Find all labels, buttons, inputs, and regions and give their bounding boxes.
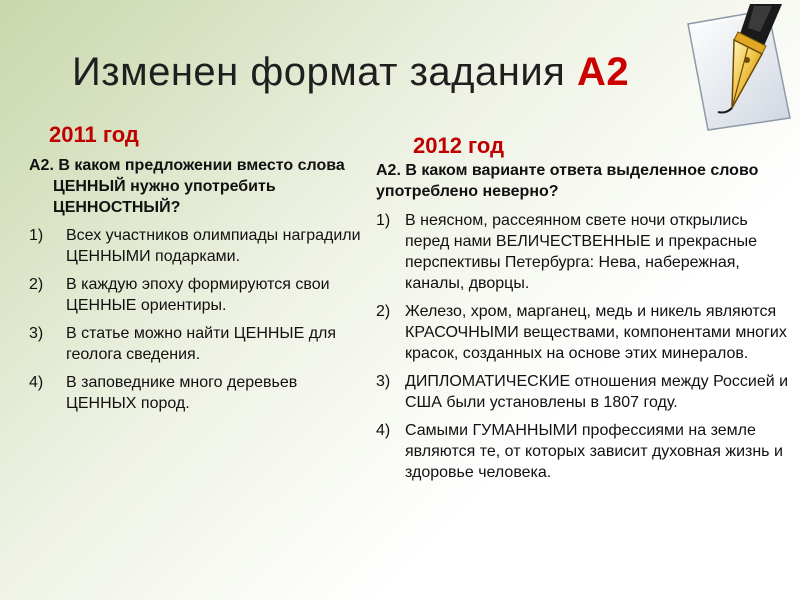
answer-text: В заповеднике много деревьев ЦЕННЫХ пород.	[66, 374, 298, 412]
answer-text: Всех участников олимпиады наградили ЦЕННЫМИ подарками.	[66, 227, 361, 265]
answer-item	[376, 301, 796, 364]
answer-list-2011	[29, 225, 369, 414]
answer-text: Самыми ГУМАННЫМИ профессиями на земле являются те, от которых зависит духовная жизнь и здоровье человека.	[405, 422, 783, 481]
answer-item	[29, 372, 369, 414]
column-2012	[376, 160, 796, 483]
answer-text: В неясном, рассеянном свете ночи открылись перед нами ВЕЛИЧЕСТВЕННЫЕ и прекрасные перспективы Петербурга: Нева, набережная, каналы, дворцы.	[405, 212, 757, 292]
year-heading-2012: 2012 год	[413, 133, 505, 158]
question-2012: А2. В каком варианте ответа выделенное слово употреблено неверно?	[376, 162, 759, 200]
slide-title	[72, 50, 629, 95]
answer-item	[376, 420, 796, 483]
answer-item	[29, 225, 369, 267]
column-2011	[29, 155, 369, 414]
answer-number: 1)	[376, 212, 391, 229]
slide-title-text: Изменен формат задания	[72, 50, 577, 94]
question-2011: А2. В каком предложении вместо слова ЦЕННЫЙ нужно употребить ЦЕННОСТНЫЙ?	[29, 157, 345, 216]
answer-item	[29, 274, 369, 316]
answer-number: 2)	[376, 303, 391, 320]
slide-title-accent: А2	[576, 50, 630, 94]
answer-number: 2)	[29, 276, 44, 293]
fountain-pen-icon	[668, 2, 800, 134]
answer-number: 4)	[29, 374, 44, 391]
answer-item	[376, 371, 796, 413]
answer-list-2012	[376, 210, 796, 483]
answer-text: В каждую эпоху формируются свои ЦЕННЫЕ ориентиры.	[66, 276, 330, 314]
answer-text: Железо, хром, марганец, медь и никель являются КРАСОЧНЫМИ веществами, компонентами многих красок, созданных на основе этих минералов.	[405, 303, 787, 362]
answer-number: 4)	[376, 422, 391, 439]
answer-number: 3)	[376, 373, 391, 390]
answer-number: 1)	[29, 227, 44, 244]
answer-item	[376, 210, 796, 294]
answer-item	[29, 323, 369, 365]
answer-text: В статье можно найти ЦЕННЫЕ для геолога сведения.	[66, 325, 337, 363]
year-heading-2011: 2011 год	[49, 122, 139, 147]
answer-text: ДИПЛОМАТИЧЕСКИЕ отношения между Россией и США были установлены в 1807 году.	[405, 373, 789, 411]
answer-number: 3)	[29, 325, 44, 342]
